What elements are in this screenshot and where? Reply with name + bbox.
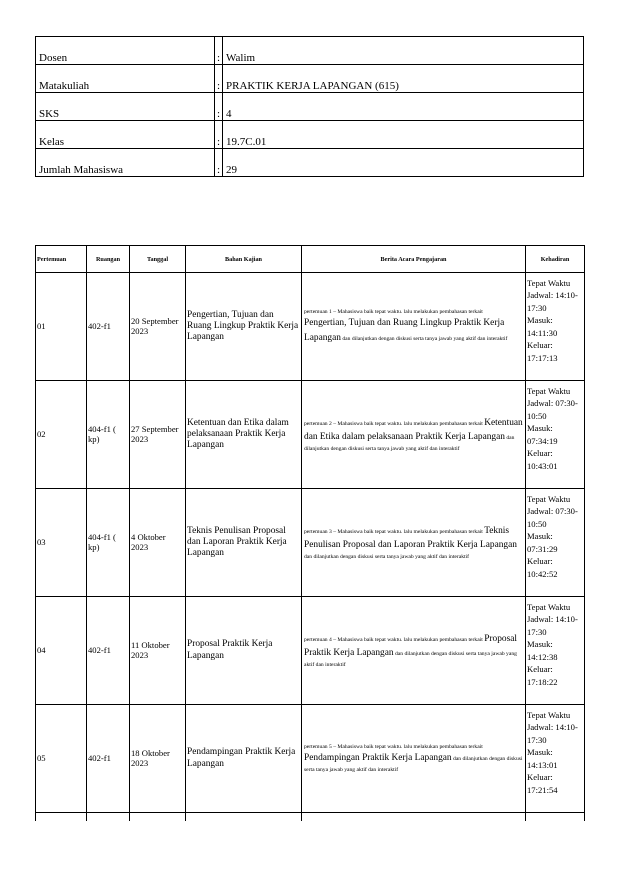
- berita-closing: dan dilanjutkan dengan diskusi serta tanya jawab yang aktif dan interaktif: [304, 756, 523, 773]
- kehadiran-jadwal: Jadwal: 07:30-10:50: [527, 398, 578, 421]
- info-value: 4: [223, 93, 584, 121]
- cell-ruangan: 404-f1 ( kp): [87, 381, 130, 489]
- cell-berita-acara: [302, 489, 526, 597]
- meeting-table: [35, 245, 585, 821]
- info-colon: :: [215, 121, 223, 149]
- cell-bahan-kajian: Pengertian, Tujuan dan Ruang Lingkup Praktik Kerja Lapangan: [186, 273, 302, 381]
- info-value: 19.7C.01: [223, 121, 584, 149]
- berita-closing: dan dilanjutkan dengan diskusi serta tanya jawab yang aktif dan interaktif: [304, 435, 515, 452]
- table-row: [36, 273, 585, 381]
- kehadiran-status: Tepat Waktu: [527, 278, 571, 288]
- berita-intro: pertemuan 3 – Mahasiswa baik tepat waktu. lalu melakukan pembahasan terkait: [304, 528, 483, 535]
- cell-kehadiran: [526, 273, 585, 381]
- cell-ruangan: 402-f1: [87, 705, 130, 813]
- info-row-kelas: [36, 121, 584, 149]
- berita-intro: pertemuan 1 – Mahasiswa baik tepat waktu. lalu melakukan pembahasan terkait: [304, 308, 483, 315]
- berita-closing: dan dilanjutkan dengan diskusi serta tanya jawab yang aktif dan interaktif: [304, 553, 469, 560]
- info-colon: :: [215, 37, 223, 65]
- header-ruangan: Ruangan: [87, 246, 130, 273]
- berita-topic: Pendampingan Praktik Kerja Lapangan: [304, 753, 452, 764]
- berita-topic: Proposal Praktik Kerja Lapangan: [304, 633, 518, 659]
- header-bahan-kajian: Bahan Kajian: [186, 246, 302, 273]
- cell-ruangan: 402-f1: [87, 597, 130, 705]
- cell-ruangan: 404-f1 ( kp): [87, 489, 130, 597]
- info-value: Walim: [223, 37, 584, 65]
- berita-topic: Teknis Penulisan Proposal dan Laporan Praktik Kerja Lapangan: [304, 525, 517, 551]
- cell-berita-acara: [302, 705, 526, 813]
- info-label: Matakuliah: [36, 65, 215, 93]
- berita-intro: pertemuan 5 – Mahasiswa baik tepat waktu. lalu melakukan pembahasan terkait: [304, 743, 483, 750]
- table-row: [36, 597, 585, 705]
- table-row: [36, 381, 585, 489]
- cell-bahan-kajian: Pendampingan Praktik Kerja Lapangan: [186, 705, 302, 813]
- table-row: [36, 489, 585, 597]
- cell-pertemuan: 04: [36, 597, 87, 705]
- berita-intro: pertemuan 2 – Mahasiswa baik tepat waktu. lalu melakukan pembahasan terkait: [304, 420, 483, 427]
- kehadiran-masuk: Masuk: 14:12:38: [527, 639, 558, 662]
- cell-berita-acara: [302, 273, 526, 381]
- header-pertemuan: Pertemuan: [36, 246, 87, 273]
- berita-topic: Pengertian, Tujuan dan Ruang Lingkup Praktik Kerja Lapangan: [304, 318, 505, 343]
- stub-cell: [87, 813, 130, 822]
- cell-tanggal: 4 Oktober 2023: [130, 489, 186, 597]
- cell-ruangan: 402-f1: [87, 273, 130, 381]
- kehadiran-jadwal: Jadwal: 07:30-10:50: [527, 506, 578, 529]
- info-value: PRAKTIK KERJA LAPANGAN (615): [223, 65, 584, 93]
- kehadiran-jadwal: Jadwal: 14:10-17:30: [527, 722, 578, 745]
- info-label: SKS: [36, 93, 215, 121]
- info-colon: :: [215, 149, 223, 177]
- info-row-sks: [36, 93, 584, 121]
- cell-pertemuan: 03: [36, 489, 87, 597]
- stub-cell: [130, 813, 186, 822]
- cell-tanggal: 20 September 2023: [130, 273, 186, 381]
- cell-berita-acara: [302, 597, 526, 705]
- info-label: Dosen: [36, 37, 215, 65]
- cell-bahan-kajian: Ketentuan dan Etika dalam pelaksanaan Praktik Kerja Lapangan: [186, 381, 302, 489]
- info-colon: :: [215, 93, 223, 121]
- cell-tanggal: 18 Oktober 2023: [130, 705, 186, 813]
- kehadiran-status: Tepat Waktu: [527, 710, 571, 720]
- berita-topic: Ketentuan dan Etika dalam pelaksanaan Praktik Kerja Lapangan: [304, 417, 523, 443]
- info-value: 29: [223, 149, 584, 177]
- kehadiran-keluar: Keluar: 17:17:13: [527, 340, 558, 363]
- kehadiran-masuk: Masuk: 14:11:30: [527, 315, 558, 338]
- cell-tanggal: 27 September 2023: [130, 381, 186, 489]
- kehadiran-masuk: Masuk: 07:31:29: [527, 531, 558, 554]
- cell-bahan-kajian: Proposal Praktik Kerja Lapangan: [186, 597, 302, 705]
- stub-cell: [302, 813, 526, 822]
- berita-intro: pertemuan 4 – Mahasiswa baik tepat waktu. lalu melakukan pembahasan terkait: [304, 636, 483, 643]
- course-info-table: [35, 36, 584, 177]
- cell-kehadiran: [526, 381, 585, 489]
- cell-berita-acara: [302, 381, 526, 489]
- kehadiran-keluar: Keluar: 17:18:22: [527, 664, 558, 687]
- info-row-jumlah: [36, 149, 584, 177]
- kehadiran-jadwal: Jadwal: 14:10-17:30: [527, 290, 578, 313]
- cell-bahan-kajian: Teknis Penulisan Proposal dan Laporan Praktik Kerja Lapangan: [186, 489, 302, 597]
- cell-pertemuan: 02: [36, 381, 87, 489]
- table-row-continued: [36, 813, 585, 822]
- cell-kehadiran: [526, 705, 585, 813]
- cell-kehadiran: [526, 489, 585, 597]
- header-kehadiran: Kehadiran: [526, 246, 585, 273]
- kehadiran-keluar: Keluar: 10:43:01: [527, 448, 558, 471]
- kehadiran-status: Tepat Waktu: [527, 494, 571, 504]
- info-colon: :: [215, 65, 223, 93]
- table-row: [36, 705, 585, 813]
- kehadiran-keluar: Keluar: 17:21:54: [527, 772, 558, 795]
- kehadiran-status: Tepat Waktu: [527, 386, 571, 396]
- kehadiran-keluar: Keluar: 10:42:52: [527, 556, 558, 579]
- berita-closing: dan dilanjutkan dengan diskusi serta tanya jawab yang aktif dan interaktif: [342, 335, 508, 342]
- stub-cell: [526, 813, 585, 822]
- kehadiran-status: Tepat Waktu: [527, 602, 571, 612]
- cell-pertemuan: 01: [36, 273, 87, 381]
- kehadiran-masuk: Masuk: 07:34:19: [527, 423, 558, 446]
- info-label: Kelas: [36, 121, 215, 149]
- stub-cell: [186, 813, 302, 822]
- header-berita-acara: Berita Acara Pengajaran: [302, 246, 526, 273]
- cell-pertemuan: 05: [36, 705, 87, 813]
- berita-closing: dan dilanjutkan dengan diskusi serta tanya jawab yang aktif dan interaktif: [304, 651, 517, 668]
- cell-kehadiran: [526, 597, 585, 705]
- kehadiran-masuk: Masuk: 14:13:01: [527, 747, 558, 770]
- header-tanggal: Tanggal: [130, 246, 186, 273]
- kehadiran-jadwal: Jadwal: 14:10-17:30: [527, 614, 578, 637]
- cell-tanggal: 11 Oktober 2023: [130, 597, 186, 705]
- info-row-dosen: [36, 37, 584, 65]
- info-row-matakuliah: [36, 65, 584, 93]
- info-label: Jumlah Mahasiswa: [36, 149, 215, 177]
- stub-cell: [36, 813, 87, 822]
- table-header-row: [36, 246, 585, 273]
